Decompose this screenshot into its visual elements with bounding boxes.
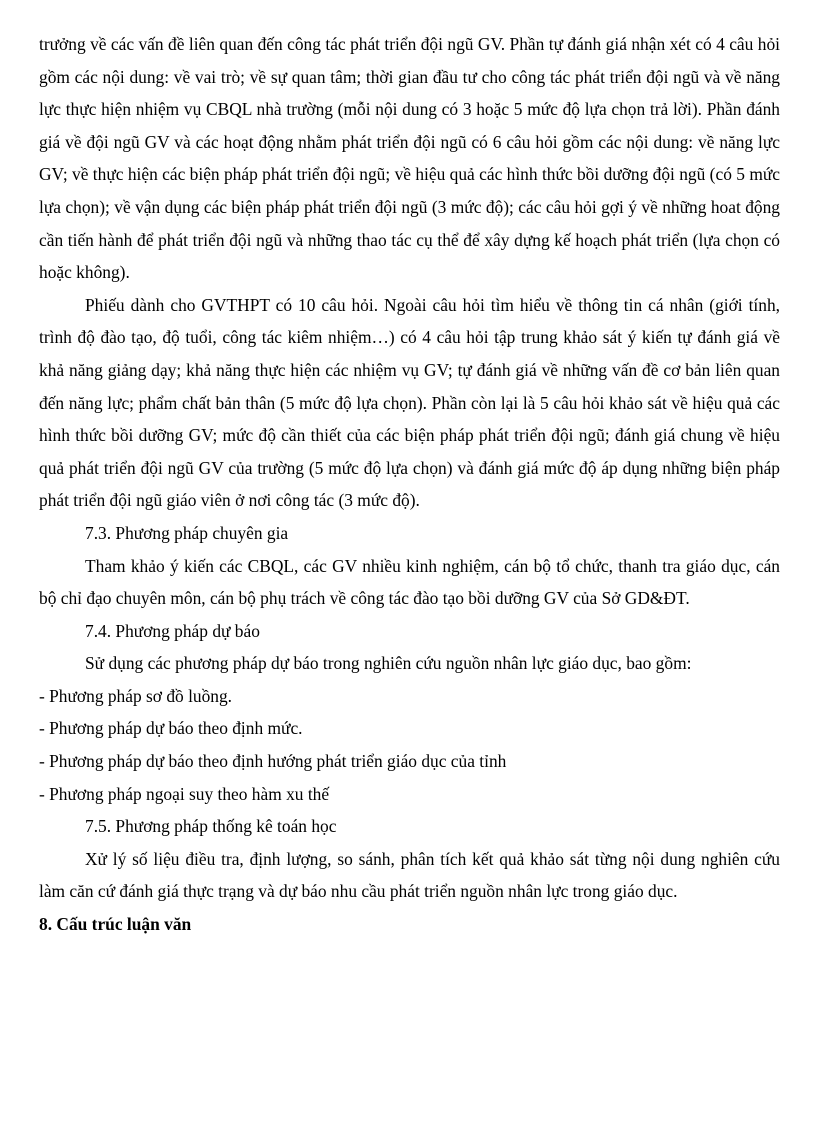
paragraph-survey-gv: Phiếu dành cho GVTHPT có 10 câu hỏi. Ngoài câu hỏi tìm hiểu về thông tin cá nhân (giới tính, trình độ đào tạo, độ tuổi, công tác kiêm nhiệm…) có 4 câu hỏi tập trung khảo sát ý kiến tự đánh giá về khả năng giảng dạy; khả năng thực hiện các nhiệm vụ GV; tự đánh giá về những vấn đề cơ bản liên quan đến năng lực; phẩm chất bản thân (5 mức độ lựa chọn). Phần còn lại là 5 câu hỏi khảo sát về hiệu quả các hình thức bồi dưỡng GV; mức độ cần thiết của các biện pháp phát triển đội ngũ; đánh giá chung về hiệu quả phát triển đội ngũ GV của trường (5 mức độ lựa chọn) và đánh giá mức độ áp dụng những biện pháp phát triển đội ngũ giáo viên ở nơi công tác (3 mức độ).: [39, 294, 780, 511]
document-page: [39, 28, 780, 941]
list-item-orientation-forecast: - Phương pháp dự báo theo định hướng phát triển giáo dục của tỉnh: [39, 751, 507, 772]
subheading-statistics-method: 7.5. Phương pháp thống kê toán học: [85, 816, 337, 837]
subheading-expert-method: 7.3. Phương pháp chuyên gia: [85, 522, 289, 543]
paragraph-expert-method: Tham khảo ý kiến các CBQL, các GV nhiều kinh nghiệm, cán bộ tổ chức, thanh tra giáo dục, cán bộ chỉ đạo chuyên môn, cán bộ phụ trách về công tác đào tạo bồi dưỡng GV của Sở GD&ĐT.: [39, 555, 780, 609]
list-item-norm-forecast: - Phương pháp dự báo theo định mức.: [39, 718, 303, 739]
paragraph-survey-cbql: trưởng về các vấn đề liên quan đến công tác phát triển đội ngũ GV. Phần tự đánh giá nhận xét có 4 câu hỏi gồm các nội dung: về vai trò; về sự quan tâm; thời gian đầu tư cho công tác phát triển đội ngũ và về năng lực thực hiện nhiệm vụ CBQL nhà trường (mỗi nội dung có 3 hoặc 5 mức độ lựa chọn trả lời). Phần đánh giá về đội ngũ GV và các hoạt động nhằm phát triển đội ngũ có 6 câu hỏi gồm các nội dung: về năng lực GV; về thực hiện các biện pháp phát triển đội ngũ; về hiệu quả các hình thức bồi dưỡng đội ngũ (có 5 mức lựa chọn); về vận dụng các biện pháp phát triển đội ngũ (3 mức độ); các câu hỏi gợi ý về những hoat động cần tiến hành để phát triển đội ngũ và những thao tác cụ thể để xây dựng kế hoạch phát triển (lựa chọn có hoặc không).: [39, 34, 780, 283]
list-item-trend-extrapolation: - Phương pháp ngoại suy theo hàm xu thế: [39, 783, 330, 804]
section-heading-thesis-structure: 8. Cấu trúc luận văn: [39, 914, 192, 935]
list-item-flow-diagram: - Phương pháp sơ đồ luồng.: [39, 685, 233, 706]
paragraph-statistics-method: Xử lý số liệu điều tra, định lượng, so sánh, phân tích kết quả khảo sát từng nội dung nghiên cứu làm căn cứ đánh giá thực trạng và dự báo nhu cầu phát triển nguồn nhân lực trong giáo dục.: [39, 848, 780, 902]
paragraph-forecast-intro: Sử dụng các phương pháp dự báo trong nghiên cứu nguồn nhân lực giáo dục, bao gồm:: [85, 653, 692, 674]
subheading-forecast-method: 7.4. Phương pháp dự báo: [85, 620, 260, 641]
